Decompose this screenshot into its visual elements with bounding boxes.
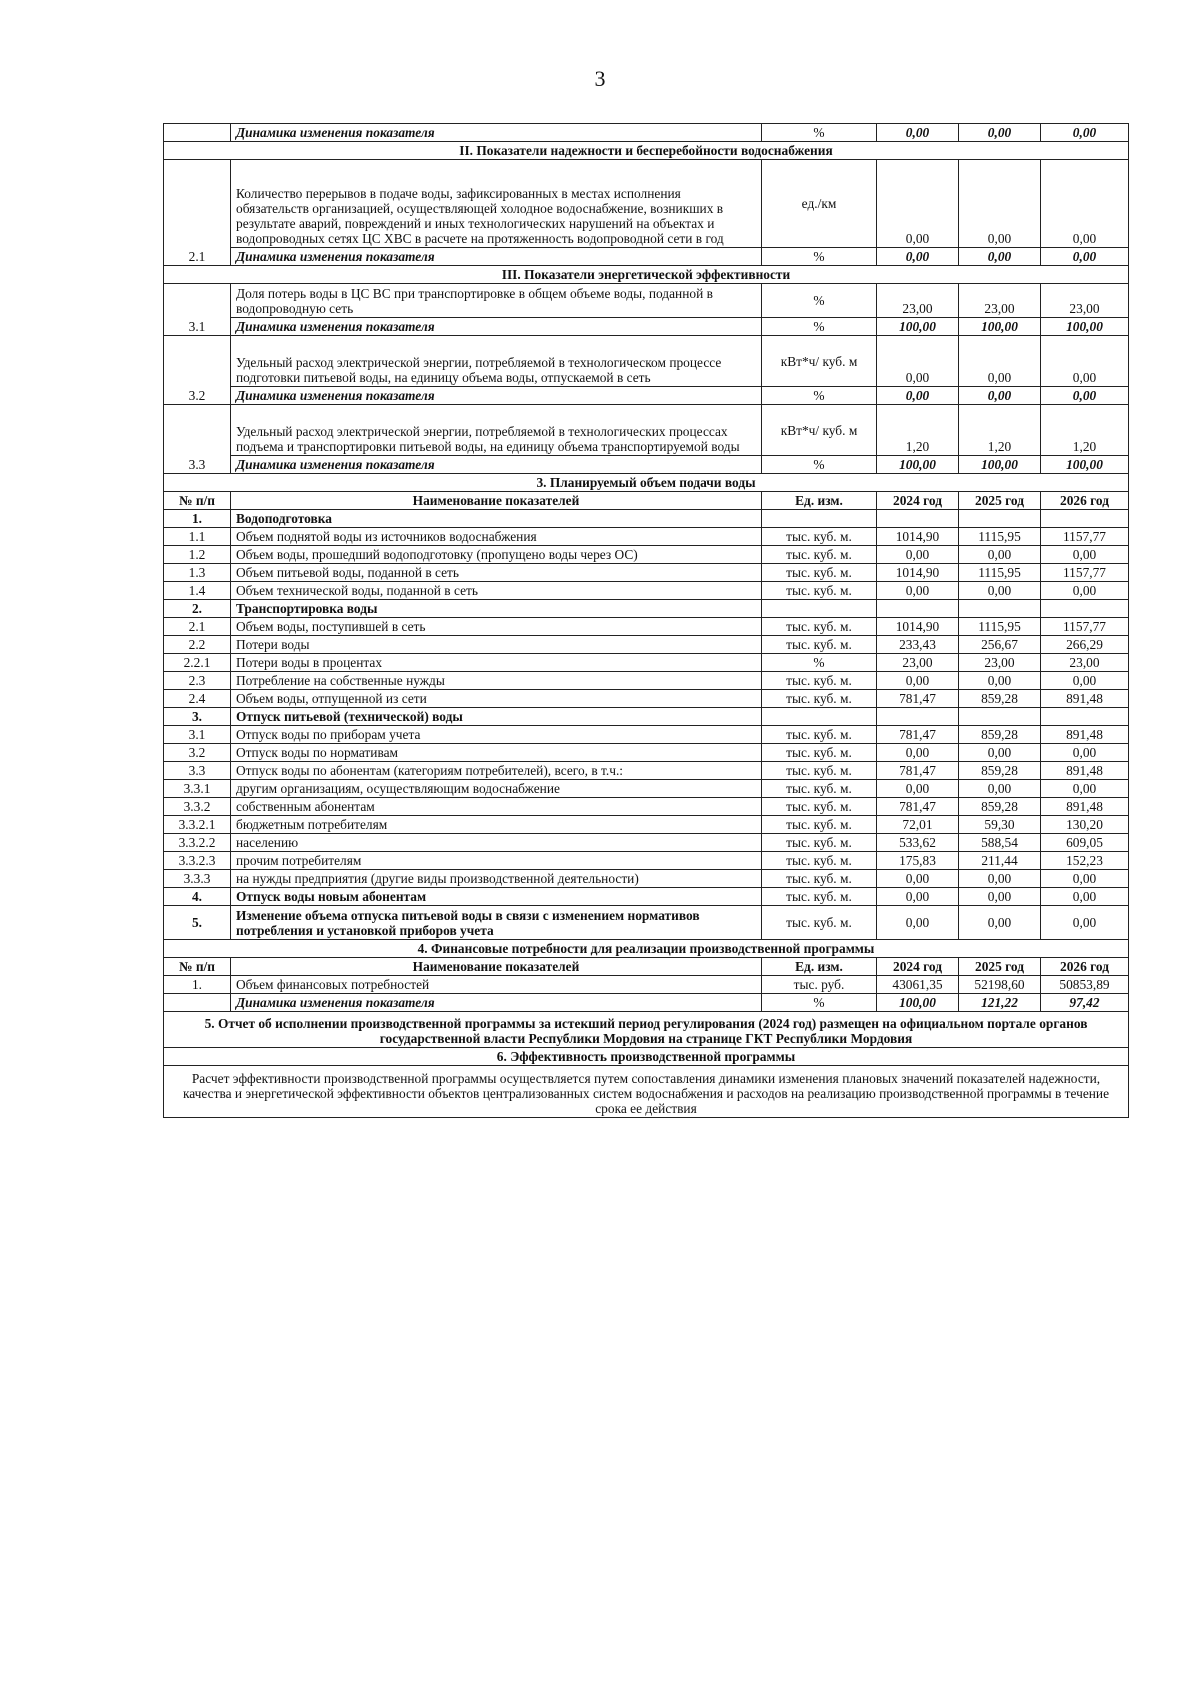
unit-cell: тыс. куб. м. <box>762 870 877 888</box>
dynamics-row <box>164 318 1129 336</box>
value-cell: 0,00 <box>1041 248 1129 266</box>
value-cell: 1014,90 <box>877 528 959 546</box>
value-cell: 0,00 <box>1041 582 1129 600</box>
number-cell: 3.1 <box>164 726 231 744</box>
unit-cell <box>762 600 877 618</box>
number-cell: 3. <box>164 708 231 726</box>
volume-row <box>164 834 1129 852</box>
header-unit: Ед. изм. <box>762 492 877 510</box>
section-title: III. Показатели энергетической эффективности <box>164 266 1129 284</box>
unit-cell: тыс. куб. м. <box>762 546 877 564</box>
value-cell: 0,00 <box>1041 124 1129 142</box>
unit-cell <box>762 708 877 726</box>
number-cell <box>164 994 231 1012</box>
volume-row <box>164 852 1129 870</box>
value-cell <box>1041 708 1129 726</box>
indicator-name: Объем финансовых потребностей <box>231 976 762 994</box>
value-cell <box>877 600 959 618</box>
value-cell: 609,05 <box>1041 834 1129 852</box>
value-cell <box>959 510 1041 528</box>
value-cell: 0,00 <box>959 672 1041 690</box>
section-title: II. Показатели надежности и бесперебойности водоснабжения <box>164 142 1129 160</box>
indicator-name: на нужды предприятия (другие виды производственной деятельности) <box>231 870 762 888</box>
value-cell: 0,00 <box>877 336 959 387</box>
unit-cell: тыс. куб. м. <box>762 618 877 636</box>
header-y3: 2026 год <box>1041 492 1129 510</box>
value-cell: 1014,90 <box>877 564 959 582</box>
indicator-name: Динамика изменения показателя <box>231 124 762 142</box>
volume-row <box>164 708 1129 726</box>
section-finance-title <box>164 940 1129 958</box>
number-cell: 2. <box>164 600 231 618</box>
unit-cell: тыс. куб. м. <box>762 636 877 654</box>
unit-cell: тыс. куб. м. <box>762 762 877 780</box>
number-cell: 5. <box>164 906 231 940</box>
value-cell: 121,22 <box>959 994 1041 1012</box>
indicator-name: собственным абонентам <box>231 798 762 816</box>
value-cell: 891,48 <box>1041 798 1129 816</box>
volume-row <box>164 762 1129 780</box>
efficiency-text: Расчет эффективности производственной программы осуществляется путем сопоставления динамики изменения плановых значений показателей надежности, качества и энергетической эффективности объектов централизованных систем водоснабжения и расходов на реализацию производственной программы в течение срока ее действия <box>164 1066 1129 1118</box>
volume-row <box>164 654 1129 672</box>
value-cell: 23,00 <box>959 654 1041 672</box>
page-number: 3 <box>594 66 606 91</box>
header-unit: Ед. изм. <box>762 958 877 976</box>
value-cell: 0,00 <box>877 582 959 600</box>
value-cell: 1157,77 <box>1041 528 1129 546</box>
volume-row <box>164 636 1129 654</box>
indicator-name: Объем технической воды, поданной в сеть <box>231 582 762 600</box>
value-cell: 0,00 <box>959 744 1041 762</box>
volume-row <box>164 780 1129 798</box>
value-cell: 0,00 <box>877 744 959 762</box>
unit-cell: тыс. куб. м. <box>762 798 877 816</box>
value-cell: 0,00 <box>877 888 959 906</box>
indicator-name: Удельный расход электрической энергии, потребляемой в технологических процессах подъема и транспортировки питьевой воды, на единицу объема транспортируемой воды <box>231 405 762 456</box>
value-cell: 0,00 <box>877 248 959 266</box>
indicator-name: Динамика изменения показателя <box>231 994 762 1012</box>
number-cell <box>164 124 231 142</box>
number-cell: 2.2 <box>164 636 231 654</box>
indicator-name: Динамика изменения показателя <box>231 318 762 336</box>
header-name: Наименование показателей <box>231 958 762 976</box>
value-cell: 0,00 <box>1041 160 1129 248</box>
value-cell: 0,00 <box>1041 780 1129 798</box>
unit-cell: тыс. куб. м. <box>762 528 877 546</box>
value-cell: 23,00 <box>1041 284 1129 318</box>
value-cell <box>959 600 1041 618</box>
value-cell: 1115,95 <box>959 528 1041 546</box>
value-cell: 0,00 <box>959 387 1041 405</box>
section-title: 3. Планируемый объем подачи воды <box>164 474 1129 492</box>
value-cell: 0,00 <box>959 888 1041 906</box>
value-cell: 0,00 <box>1041 387 1129 405</box>
value-cell: 588,54 <box>959 834 1041 852</box>
section-title: 4. Финансовые потребности для реализации производственной программы <box>164 940 1129 958</box>
value-cell: 0,00 <box>1041 870 1129 888</box>
indicator-name: Объем поднятой воды из источников водоснабжения <box>231 528 762 546</box>
value-cell: 0,00 <box>959 124 1041 142</box>
unit-cell: % <box>762 456 877 474</box>
value-cell: 859,28 <box>959 762 1041 780</box>
volume-row <box>164 546 1129 564</box>
number-cell: 3.2 <box>164 336 231 405</box>
number-cell: 1. <box>164 976 231 994</box>
header-y1: 2024 год <box>877 958 959 976</box>
number-cell: 3.3.2.3 <box>164 852 231 870</box>
number-cell: 2.1 <box>164 160 231 266</box>
section-volume-title <box>164 474 1129 492</box>
efficiency-row <box>164 1066 1129 1118</box>
number-cell: 1.4 <box>164 582 231 600</box>
volume-row <box>164 600 1129 618</box>
indicator-name: Отпуск воды новым абонентам <box>231 888 762 906</box>
unit-cell: тыс. куб. м. <box>762 582 877 600</box>
value-cell: 891,48 <box>1041 690 1129 708</box>
indicator-name: Потери воды <box>231 636 762 654</box>
unit-cell: кВт*ч/ куб. м <box>762 336 877 387</box>
indicator-name: Отпуск воды по абонентам (категориям потребителей), всего, в т.ч.: <box>231 762 762 780</box>
unit-cell: % <box>762 248 877 266</box>
volume-row <box>164 672 1129 690</box>
value-cell: 211,44 <box>959 852 1041 870</box>
value-cell: 130,20 <box>1041 816 1129 834</box>
value-cell: 781,47 <box>877 762 959 780</box>
value-cell: 266,29 <box>1041 636 1129 654</box>
report-row <box>164 1012 1129 1048</box>
indicator-name: населению <box>231 834 762 852</box>
unit-cell: кВт*ч/ куб. м <box>762 405 877 456</box>
value-cell <box>1041 510 1129 528</box>
dynamics-row <box>164 124 1129 142</box>
unit-cell: % <box>762 654 877 672</box>
unit-cell <box>762 510 877 528</box>
indicator-name: бюджетным потребителям <box>231 816 762 834</box>
header-y3: 2026 год <box>1041 958 1129 976</box>
indicator-name: Динамика изменения показателя <box>231 248 762 266</box>
program-table <box>163 123 1129 1118</box>
volume-row <box>164 798 1129 816</box>
number-cell: 1.3 <box>164 564 231 582</box>
value-cell <box>877 708 959 726</box>
unit-cell: тыс. куб. м. <box>762 672 877 690</box>
indicator-name: Отпуск воды по приборам учета <box>231 726 762 744</box>
section-efficiency-title <box>164 1048 1129 1066</box>
value-cell: 52198,60 <box>959 976 1041 994</box>
header-y2: 2025 год <box>959 958 1041 976</box>
value-cell <box>959 708 1041 726</box>
header-y1: 2024 год <box>877 492 959 510</box>
indicator-row <box>164 336 1129 387</box>
indicator-name: Количество перерывов в подаче воды, зафиксированных в местах исполнения обязательств организацией, осуществляющей холодное водоснабжение, возникших в результате аварий, повреждений и иных технологических нарушений на объектах и водопроводных сетях ЦС ХВС в расчете на протяженность водопроводной сети в год <box>231 160 762 248</box>
value-cell <box>1041 600 1129 618</box>
number-cell: 3.3.2 <box>164 798 231 816</box>
number-cell: 3.3 <box>164 762 231 780</box>
value-cell: 100,00 <box>877 456 959 474</box>
volume-row <box>164 510 1129 528</box>
indicator-row <box>164 160 1129 248</box>
value-cell: 0,00 <box>959 870 1041 888</box>
value-cell: 1157,77 <box>1041 564 1129 582</box>
value-cell: 23,00 <box>959 284 1041 318</box>
number-cell: 3.3.2.1 <box>164 816 231 834</box>
unit-cell: тыс. куб. м. <box>762 888 877 906</box>
value-cell: 0,00 <box>1041 546 1129 564</box>
section-title: 6. Эффективность производственной программы <box>164 1048 1129 1066</box>
number-cell: 2.4 <box>164 690 231 708</box>
indicator-name: Объем питьевой воды, поданной в сеть <box>231 564 762 582</box>
value-cell: 0,00 <box>1041 906 1129 940</box>
value-cell: 1115,95 <box>959 564 1041 582</box>
volume-row <box>164 726 1129 744</box>
header-num: № п/п <box>164 492 231 510</box>
value-cell: 1115,95 <box>959 618 1041 636</box>
value-cell: 23,00 <box>1041 654 1129 672</box>
value-cell: 0,00 <box>959 160 1041 248</box>
value-cell: 0,00 <box>877 387 959 405</box>
value-cell: 100,00 <box>959 456 1041 474</box>
value-cell: 0,00 <box>959 546 1041 564</box>
unit-cell: тыс. куб. м. <box>762 834 877 852</box>
indicator-name: прочим потребителям <box>231 852 762 870</box>
dynamics-row <box>164 387 1129 405</box>
volume-row <box>164 906 1129 940</box>
value-cell: 100,00 <box>959 318 1041 336</box>
volume-row <box>164 528 1129 546</box>
value-cell: 72,01 <box>877 816 959 834</box>
value-cell: 23,00 <box>877 654 959 672</box>
value-cell: 1,20 <box>959 405 1041 456</box>
indicator-name: Объем воды, поступившей в сеть <box>231 618 762 636</box>
unit-cell: тыс. куб. м. <box>762 726 877 744</box>
unit-cell: % <box>762 318 877 336</box>
value-cell: 781,47 <box>877 690 959 708</box>
indicator-name: Изменение объема отпуска питьевой воды в связи с изменением нормативов потребления и установкой приборов учета <box>231 906 762 940</box>
volume-row <box>164 888 1129 906</box>
indicator-name: Объем воды, отпущенной из сети <box>231 690 762 708</box>
value-cell: 781,47 <box>877 726 959 744</box>
volume-row <box>164 618 1129 636</box>
indicator-name: Динамика изменения показателя <box>231 456 762 474</box>
indicator-name: Отпуск питьевой (технической) воды <box>231 708 762 726</box>
dynamics-row <box>164 248 1129 266</box>
indicator-name: Отпуск воды по нормативам <box>231 744 762 762</box>
indicator-name: Водоподготовка <box>231 510 762 528</box>
volume-row <box>164 582 1129 600</box>
number-cell: 1.2 <box>164 546 231 564</box>
indicator-name: Потребление на собственные нужды <box>231 672 762 690</box>
finance-row <box>164 976 1129 994</box>
value-cell <box>877 510 959 528</box>
unit-cell: % <box>762 994 877 1012</box>
number-cell: 3.3.1 <box>164 780 231 798</box>
indicator-name: Объем воды, прошедший водоподготовку (пропущено воды через ОС) <box>231 546 762 564</box>
number-cell: 4. <box>164 888 231 906</box>
value-cell: 1,20 <box>877 405 959 456</box>
unit-cell: % <box>762 124 877 142</box>
value-cell: 23,00 <box>877 284 959 318</box>
indicator-name: Транспортировка воды <box>231 600 762 618</box>
report-text: 5. Отчет об исполнении производственной программы за истекший период регулирования (2024 год) размещен на официальном портале органов государственной власти Республики Мордовия на странице ГКТ Республики Мордовия <box>164 1012 1129 1048</box>
indicator-name: Динамика изменения показателя <box>231 387 762 405</box>
header-name: Наименование показателей <box>231 492 762 510</box>
value-cell: 1157,77 <box>1041 618 1129 636</box>
number-cell: 1.1 <box>164 528 231 546</box>
number-cell: 3.3.3 <box>164 870 231 888</box>
unit-cell: % <box>762 284 877 318</box>
value-cell: 0,00 <box>1041 888 1129 906</box>
value-cell: 256,67 <box>959 636 1041 654</box>
value-cell: 0,00 <box>959 248 1041 266</box>
header-num: № п/п <box>164 958 231 976</box>
column-header-row <box>164 958 1129 976</box>
value-cell: 175,83 <box>877 852 959 870</box>
value-cell: 859,28 <box>959 726 1041 744</box>
value-cell: 100,00 <box>1041 456 1129 474</box>
indicator-name: Потери воды в процентах <box>231 654 762 672</box>
indicator-name: Доля потерь воды в ЦС ВС при транспортировке в общем объеме воды, поданной в водопроводную сеть <box>231 284 762 318</box>
value-cell: 0,00 <box>959 780 1041 798</box>
number-cell: 3.2 <box>164 744 231 762</box>
value-cell: 0,00 <box>877 672 959 690</box>
indicator-name: другим организациям, осуществляющим водоснабжение <box>231 780 762 798</box>
number-cell: 2.3 <box>164 672 231 690</box>
section-energy-title <box>164 266 1129 284</box>
value-cell: 1,20 <box>1041 405 1129 456</box>
value-cell: 859,28 <box>959 690 1041 708</box>
value-cell: 43061,35 <box>877 976 959 994</box>
header-y2: 2025 год <box>959 492 1041 510</box>
number-cell: 3.3.2.2 <box>164 834 231 852</box>
volume-row <box>164 690 1129 708</box>
indicator-row <box>164 405 1129 456</box>
value-cell: 152,23 <box>1041 852 1129 870</box>
indicator-name: Удельный расход электрической энергии, потребляемой в технологическом процессе подготовки питьевой воды, на единицу объема воды, отпускаемой в сеть <box>231 336 762 387</box>
dynamics-row <box>164 994 1129 1012</box>
value-cell: 0,00 <box>959 906 1041 940</box>
section-reliability-title <box>164 142 1129 160</box>
value-cell: 891,48 <box>1041 726 1129 744</box>
value-cell: 59,30 <box>959 816 1041 834</box>
value-cell: 0,00 <box>877 870 959 888</box>
unit-cell: тыс. куб. м. <box>762 816 877 834</box>
value-cell: 50853,89 <box>1041 976 1129 994</box>
value-cell: 891,48 <box>1041 762 1129 780</box>
indicator-row <box>164 284 1129 318</box>
unit-cell: тыс. куб. м. <box>762 744 877 762</box>
value-cell: 781,47 <box>877 798 959 816</box>
unit-cell: ед./км <box>762 160 877 248</box>
volume-row <box>164 870 1129 888</box>
number-cell: 3.3 <box>164 405 231 474</box>
unit-cell: тыс. куб. м. <box>762 780 877 798</box>
volume-row <box>164 744 1129 762</box>
unit-cell: тыс. куб. м. <box>762 564 877 582</box>
unit-cell: тыс. куб. м. <box>762 690 877 708</box>
value-cell: 859,28 <box>959 798 1041 816</box>
value-cell: 1014,90 <box>877 618 959 636</box>
number-cell: 2.2.1 <box>164 654 231 672</box>
value-cell: 0,00 <box>1041 336 1129 387</box>
value-cell: 0,00 <box>877 124 959 142</box>
value-cell: 100,00 <box>877 994 959 1012</box>
volume-row <box>164 564 1129 582</box>
number-cell: 1. <box>164 510 231 528</box>
value-cell: 100,00 <box>877 318 959 336</box>
value-cell: 533,62 <box>877 834 959 852</box>
value-cell: 0,00 <box>877 780 959 798</box>
unit-cell: % <box>762 387 877 405</box>
value-cell: 0,00 <box>877 160 959 248</box>
value-cell: 97,42 <box>1041 994 1129 1012</box>
value-cell: 0,00 <box>959 582 1041 600</box>
number-cell: 2.1 <box>164 618 231 636</box>
value-cell: 0,00 <box>959 336 1041 387</box>
unit-cell: тыс. куб. м. <box>762 906 877 940</box>
program-table-body <box>164 124 1129 1118</box>
number-cell: 3.1 <box>164 284 231 336</box>
unit-cell: тыс. куб. м. <box>762 852 877 870</box>
value-cell: 0,00 <box>1041 744 1129 762</box>
column-header-row <box>164 492 1129 510</box>
value-cell: 100,00 <box>1041 318 1129 336</box>
value-cell: 0,00 <box>877 546 959 564</box>
unit-cell: тыс. руб. <box>762 976 877 994</box>
value-cell: 0,00 <box>877 906 959 940</box>
dynamics-row <box>164 456 1129 474</box>
value-cell: 0,00 <box>1041 672 1129 690</box>
volume-row <box>164 816 1129 834</box>
value-cell: 233,43 <box>877 636 959 654</box>
